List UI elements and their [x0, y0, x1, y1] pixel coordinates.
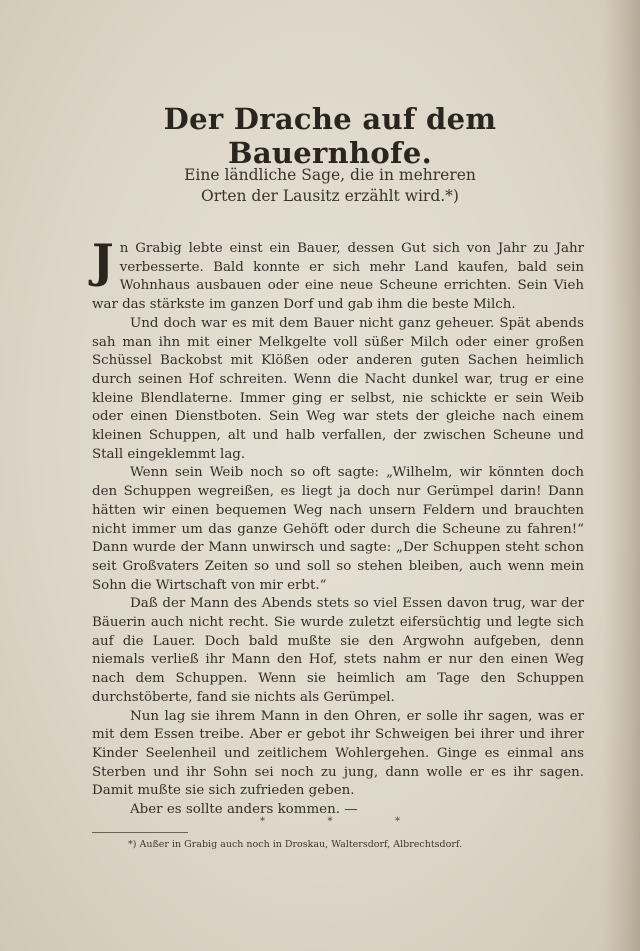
page-edge-shadow [602, 0, 640, 951]
paragraph-2: Und doch war es mit dem Bauer nicht ganz geheuer. Spät abends sah man ihn mit einer Melkgelte voll süßer Milch oder einer großen Schüssel Backobst mit Klößen oder anderen guten Sachen heimlich durch seinen Hof schreiten. Wenn die Nacht dunkel war, trug er eine kleine Blendlaterne. Immer ging er selbst, nie schickte er sein Weib oder einen Dienstboten. Sein Weg war stets der gleiche nach einem kleinen Schuppen, alt und halb verfallen, der zwischen Scheune und Stall eingeklemmt lag. [92, 315, 584, 462]
separator-star: * [395, 816, 400, 827]
drop-cap: J [92, 234, 114, 288]
subtitle-line-2: Orten der Lausitz erzählt wird.*) [201, 187, 459, 205]
section-separator [260, 816, 400, 827]
paragraph-3: Wenn sein Weib noch so oft sagte: „Wilhelm, wir könnten doch den Schuppen wegreißen, es liegt ja doch nur Gerümpel darin! Dann hätten wir einen bequemen Weg nach unsern Feldern und brauchten nicht immer um das ganze Gehöft oder durch die Scheune zu fahren!“ Dann wurde der Mann unwirsch und sagte: „Der Schuppen steht schon seit Großvaters Zeiten so und soll so stehen bleiben, auch wenn mein Sohn die Wirtschaft von mir erbt.“ [92, 465, 584, 593]
story-text [92, 234, 584, 820]
separator-star: * [260, 816, 265, 827]
paragraph-1 [92, 234, 584, 315]
subtitle [80, 165, 580, 207]
paragraph-5: Nun lag sie ihrem Mann in den Ohren, er solle ihr sagen, was er mit dem Essen treibe. Aber er gebot ihr Schweigen bei ihrer und ihrer Kinder Seelenheil und zeitlichem Wohlergehen. Ginge es einmal ans Sterben und ihr Sohn sei noch zu jung, dann wolle er es ihr sagen. Damit mußte sie sich zufrieden geben. [92, 708, 584, 799]
page-title: Der Drache auf dem Bauernhofe. [163, 102, 497, 170]
footnote: *) Außer in Grabig auch noch in Droskau, Waltersdorf, Albrechtsdorf. [128, 839, 463, 850]
separator-star: * [327, 816, 333, 827]
paragraph-text: n Grabig lebte einst ein Bauer, dessen Gut sich von Jahr zu Jahr verbesserte. Bald konnte er sich mehr Land kaufen, bald sein Wohnhaus ausbauen oder eine neue Scheune errichten. Sein Vieh war das stärkste im ganzen Dorf und gab ihm die beste Milch. [92, 241, 584, 313]
footnote-rule [92, 832, 188, 833]
paragraph-6: Aber es sollte anders kommen. — [130, 802, 358, 818]
paragraph-4: Daß der Mann des Abends stets so viel Essen davon trug, war der Bäuerin auch nicht recht. Sie wurde zuletzt eifersüchtig und legte sich auf die Lauer. Doch bald mußte sie den Argwohn aufgeben, denn niemals verließ ihr Mann den Hof, stets nahm er nur den einen Weg nach dem Schuppen. Wenn sie heimlich am Tage den Schuppen durchstöberte, fand sie nichts als Gerümpel. [92, 596, 584, 705]
subtitle-line-1: Eine ländliche Sage, die in mehreren [184, 166, 476, 184]
